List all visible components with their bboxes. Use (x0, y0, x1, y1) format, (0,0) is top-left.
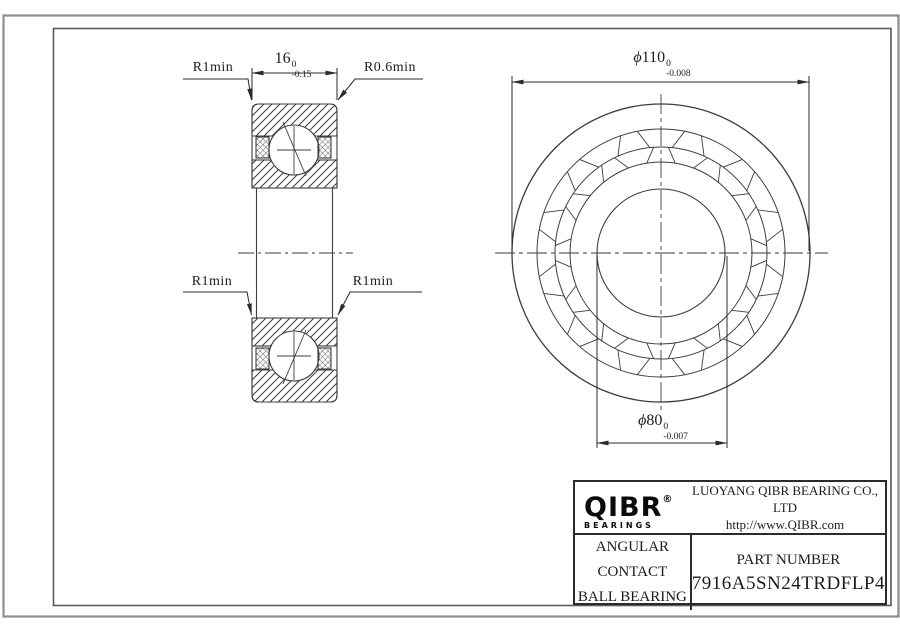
label-r1min-top-left: R1min (192, 60, 234, 75)
diameter-symbol: ϕ (633, 49, 642, 66)
title-block-detail-row (575, 535, 885, 610)
od-extension-lines (512, 76, 809, 251)
leader-r1min-mid-left (183, 292, 252, 315)
section-view (238, 104, 353, 402)
cage-top-right (318, 137, 331, 158)
company-website: http://www.QIBR.com (725, 517, 845, 532)
bore-value: 80 (646, 412, 663, 429)
registered-mark: ® (662, 494, 674, 505)
cage-bottom-right (318, 348, 331, 369)
dimension-width (275, 50, 312, 80)
title-block (573, 480, 887, 605)
bore-tolerance: 0 -0.007 (663, 422, 688, 442)
product-type-cell (575, 535, 692, 610)
width-tolerance: 0 -0.15 (291, 60, 312, 80)
product-type-line2: BALL BEARING (577, 589, 687, 605)
width-value: 16 (274, 50, 291, 67)
title-block-header-row (575, 482, 885, 535)
company-info (689, 482, 885, 533)
leader-r06min-top-right (338, 79, 423, 100)
company-logo (575, 485, 689, 530)
od-tolerance: 0 -0.008 (666, 59, 691, 79)
od-value: 110 (641, 49, 666, 66)
part-number-value: 7916A5SN24TRDFLP4 (691, 572, 885, 594)
cage-top-left (256, 137, 269, 158)
part-number-label: PART NUMBER (736, 551, 841, 568)
label-r1min-mid-right: R1min (352, 274, 394, 289)
front-view (495, 94, 828, 413)
leader-r1min-top-left (183, 79, 252, 100)
logo-tagline: BEARINGS (584, 521, 654, 530)
cage-bottom-left (256, 348, 269, 369)
logo-wordmark: QIBR® (584, 492, 674, 523)
part-number-cell (692, 535, 885, 610)
label-r06min-top-right: R0.6min (363, 60, 417, 75)
product-type-line1: ANGULAR CONTACT (595, 539, 670, 580)
company-name: LUOYANG QIBR BEARING CO., LTD (692, 483, 878, 515)
leader-r1min-mid-right (338, 292, 422, 315)
dimension-bore-diameter (638, 412, 688, 442)
label-r1min-mid-left: R1min (191, 274, 233, 289)
dimension-outer-diameter (633, 49, 690, 79)
diameter-symbol: ϕ (638, 412, 647, 429)
